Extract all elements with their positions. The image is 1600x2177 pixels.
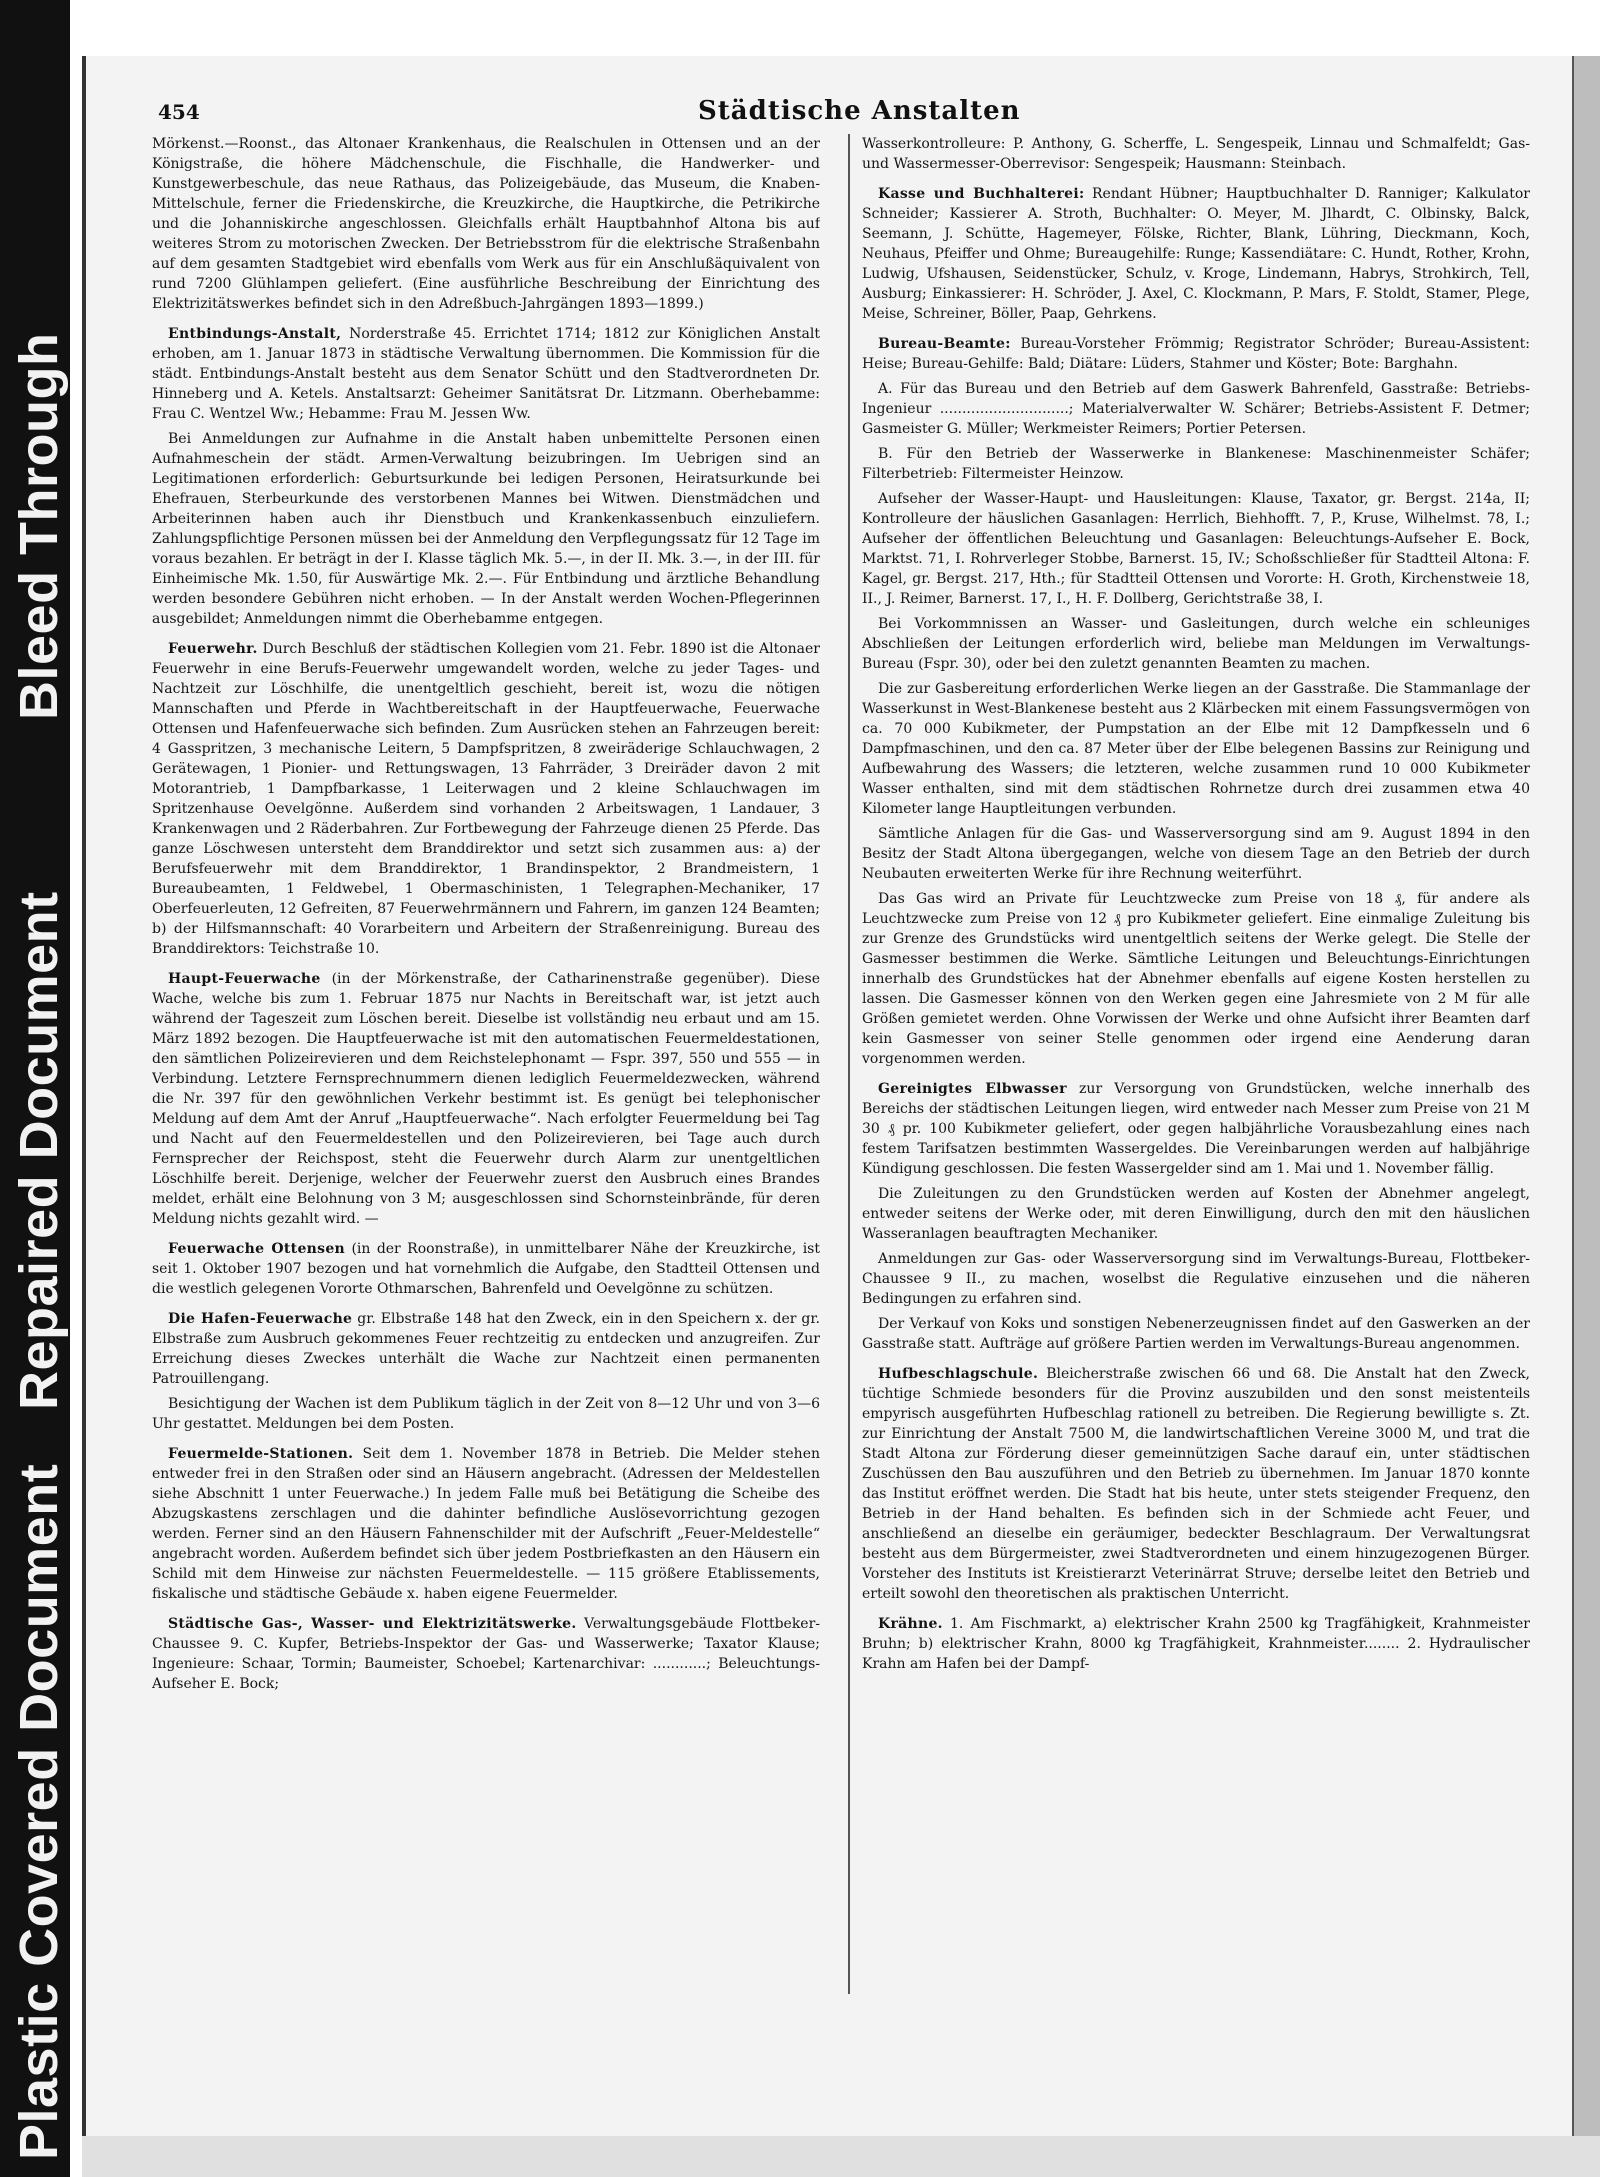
section-heading: Haupt-Feuerwache (168, 971, 321, 987)
paragraph-text: Verwaltungsgebäude Flottbeker-Chaussee 9. C. Kupfer, Betriebs-Inspektor der Gas- und Wasserwerke; Taxator Klause; Ingenieure: Schaar, Tormin; Baumeister, Schoebel; Kartenarchivar: ............; Beleuchtungs-Aufseher E. Bock; (152, 1616, 820, 1692)
section-heading: Städtische Gas-, Wasser- und Elektrizitätswerke. (168, 1616, 577, 1632)
paragraph-text: Die Zuleitungen zu den Grundstücken werden auf Kosten der Abnehmer angelegt, entweder seitens der Werke oder, mit deren Einwilligung, durch den mit den häuslichen Wasseranlagen beauftragten Mechaniker. (862, 1186, 1530, 1242)
section-heading: Die Hafen-Feuerwache (168, 1311, 353, 1327)
paragraph (862, 1364, 1530, 1604)
section-heading: Hufbeschlagschule. (878, 1366, 1039, 1382)
paragraph-text: Aufseher der Wasser-Haupt- und Hausleitungen: Klause, Taxator, gr. Bergst. 214a, II; Kontrolleure der häuslichen Gasanlagen: Herrlich, Biehhofft. 7, P., Kruse, Wilhelmst. 78, I.; Aufseher der öffentlichen Beleuchtung und Gasanlagen: Beleuchtungs-Aufseher E. Bock, Marktst. 71, I. Rohrverleger Stobbe, Barnerst. 15, IV.; Schoßschließer für Stadtteil Altona: F. Kagel, gr. Bergst. 217, Hth.; für Stadtteil Ottensen und Vororte: H. Groth, Kirchenstweie 18, II., J. Reimer, Barnerst. 17, I., H. F. Dollberg, Gerichtstraße 38, I. (862, 491, 1530, 607)
paragraph (152, 1614, 820, 1694)
paragraph-text: Seit dem 1. November 1878 in Betrieb. Die Melder stehen entweder frei in den Straßen oder sind an Häusern angebracht. (Adressen der Meldestellen siehe Abschnitt 1 unter Feuerwache.) In jedem Falle muß bei Betätigung die Scheibe des Abzugskastens zerschlagen und die dahinter befindliche Auslösevorrichtung gezogen werden. Ferner sind an den Häusern Fahnenschilder mit der Aufschrift „Feuer-Meldestelle“ angebracht worden. Außerdem befindet sich über jedem Postbriefkasten an den Häusern ein Schild mit dem Hinweise zur nächsten Feuermeldestelle. — 115 größere Etablissements, fiskalische und städtische Gebäude x. haben eigene Feuermelder. (152, 1446, 820, 1602)
paragraph (862, 334, 1530, 374)
section-heading: Entbindungs-Anstalt, (168, 326, 342, 342)
paragraph (862, 444, 1530, 484)
paragraph (152, 1444, 820, 1604)
paragraph (862, 1314, 1530, 1354)
paragraph-text: Durch Beschluß der städtischen Kollegien vom 21. Febr. 1890 ist die Altonaer Feuerwehr in eine Berufs-Feuerwehr umgewandelt worden, welche zu jeder Tages- und Nachtzeit zur Löschhilfe, die unentgeltlich geschieht, bereit ist, wozu die nötigen Mannschaften und Pferde in Wachtbereitschaft in der Hauptfeuerwache, Feuerwache Ottensen und Hafenfeuerwache sich befinden. Zum Ausrücken stehen an Fahrzeugen bereit: 4 Gasspritzen, 3 mechanische Leitern, 5 Dampfspritzen, 8 zweiräderige Schlauchwagen, 2 Gerätewagen, 1 Pionier- und Rettungswagen, 13 Fahrräder, 3 Dreiräder davon 2 mit Motorantrieb, 1 Dampfbarkasse, 1 Leiterwagen und 2 kleine Schlauchwagen im Spritzenhause Oevelgönne. Außerdem sind vorhanden 2 Arbeitswagen, 1 Landauer, 3 Krankenwagen und 2 Räderbahren. Zur Fortbewegung der Fahrzeuge dienen 25 Pferde. Das ganze Löschwesen untersteht dem Branddirektor und setzt sich zusammen aus: a) der Berufsfeuerwehr mit dem Branddirektor, 1 Brandinspektor, 2 Brandmeistern, 1 Bureaubeamten, 1 Feldwebel, 1 Obermaschinisten, 1 Telegraphen-Mechaniker, 17 Oberfeuerleuten, 12 Gefreiten, 87 Feuerwehrmännern und Fahrern, im ganzen 124 Beamten; b) der Hilfsmannschaft: 40 Vorarbeitern und Arbeitern der Straßenreinigung. Bureau des Branddirektors: Teichstraße 10. (152, 641, 820, 957)
paragraph (862, 824, 1530, 884)
paragraph-text: Rendant Hübner; Hauptbuchhalter D. Ranniger; Kalkulator Schneider; Kassierer A. Stroth, Buchhalter: O. Meyer, M. Jlhardt, C. Olbinsky, Balck, Seemann, J. Schütte, Hagemeyer, Fölske, Richter, Blank, Lühring, Dieckmann, Koch, Neuhaus, Pfeiffer und Ohme; Bureaugehilfe: Runge; Kassendiätare: C. Hundt, Rother, Krohn, Ludwig, Ufshausen, Seidenstücker, Schulz, v. Kroge, Lindemann, Habrys, Strohkirch, Tell, Ausburg; Einkassierer: H. Schröder, J. Axel, C. Klockmann, P. Mars, F. Stoldt, Stamer, Plege, Meise, Schreiner, Böller, Paap, Gehrkens. (862, 186, 1530, 322)
margin-label-bleed-through: Bleed Through (9, 332, 69, 720)
section-heading: Bureau-Beamte: (878, 336, 1011, 352)
paragraph-text: Bleicherstraße zwischen 66 und 68. Die Anstalt hat den Zweck, tüchtige Schmiede besonders für die Provinz auszubilden und den sonst meistenteils empyrisch ausgeführten Hufbeschlag rationell zu betreiben. Die Regierung bewilligte s. Zt. zur Einrichtung der Anstalt 7500 M, die landwirtschaftlichen Vereine 3000 M, und trat die Stadt Altona zur Förderung dieser gemeinnützigen Sache darauf ein, unter städtischen Zuschüssen den Bau auszuführen und den Betrieb zu übernehmen. Im Januar 1870 konnte das Institut eröffnet werden. Die Stadt hat bis heute, unter stets steigender Frequenz, den Betrieb in der Hand behalten. Es befinden sich in der Schmiede acht Feuer, und anschließend an dieselbe ein geräumiger, bedeckter Beschlagraum. Der Verwaltungsrat besteht aus dem Bürgermeister, zwei Stadtverordneten und einem hinzugezogenen Bürger. Vorsteher des Instituts ist Kreistierarzt Veterinärrat Struve; derselbe leitet den Betrieb und erteilt sowohl den theoretischen als praktischen Unterricht. (862, 1366, 1530, 1602)
paragraph-text: Das Gas wird an Private für Leuchtzwecke zum Preise von 18 ₰, für andere als Leuchtzwecke zum Preise von 12 ₰ pro Kubikmeter geliefert. Eine einmalige Zuleitung bis zur Grenze des Grundstücks wird unentgeltlich seitens der Werke gelegt. Die Stelle der Gasmesser bestimmen die Werke. Sämtliche Leitungen und Beleuchtungs-Einrichtungen innerhalb des Grundstückes hat der Abnehmer ebenfalls auf eigene Kosten herstellen zu lassen. Die Gasmesser können von den Werken gegen eine Jahresmiete von 2 M für alle Größen gemietet werden. Ohne Vorwissen der Werke und ohne Aufsicht ihrer Beamten darf kein Gasmesser von seiner Stelle genommen oder irgend eine Aenderung daran vorgenommen werden. (862, 891, 1530, 1067)
paragraph (152, 429, 820, 629)
margin-label-repaired-document: Repaired Document (9, 891, 69, 1410)
paragraph (862, 614, 1530, 674)
page-bottom-shadow (82, 2136, 1600, 2177)
paragraph-text: 1. Am Fischmarkt, a) elektrischer Krahn 2500 kg Tragfähigkeit, Krahnmeister Bruhn; b) elektrischer Krahn, 8000 kg Tragfähigkeit, Krahnmeister........ 2. Hydraulischer Krahn am Hafen bei der Dampf- (862, 1616, 1530, 1672)
paragraph-text: Der Verkauf von Koks und sonstigen Nebenerzeugnissen findet auf den Gaswerken an der Gasstraße statt. Aufträge auf größere Partien werden im Verwaltungs-Bureau angenommen. (862, 1316, 1530, 1352)
section-heading: Feuerwehr. (168, 641, 258, 657)
left-column (152, 134, 820, 2124)
paragraph-text: Sämtliche Anlagen für die Gas- und Wasserversorgung sind am 9. August 1894 in den Besitz der Stadt Altona übergegangen, welche von diesem Tage an den Betrieb der durch Neubauten erweiterten Werke für ihre Rechnung weiterführt. (862, 826, 1530, 882)
paragraph (862, 184, 1530, 324)
page-number: 454 (158, 100, 200, 124)
paragraph-text: gr. Elbstraße 148 hat den Zweck, ein in den Speichern x. der gr. Elbstraße zum Ausbruch gekommenes Feuer rechtzeitig zu entdecken und anzugreifen. Zur Erreichung dieses Zweckes unterhält die Wache zur Nachtzeit einen permanenten Patrouillengang. (152, 1311, 820, 1387)
paragraph-text: Bei Vorkommnissen an Wasser- und Gasleitungen, durch welche ein schleuniges Abschließen der Leitungen erforderlich wird, beliebe man Meldungen im Verwaltungs-Bureau (Fspr. 30), oder bei den zuletzt genannten Beamten zu machen. (862, 616, 1530, 672)
paragraph-text: Bureau-Vorsteher Frömmig; Registrator Schröder; Bureau-Assistent: Heise; Bureau-Gehilfe: Bald; Diätare: Lüders, Stahmer und Köster; Bote: Barghahn. (862, 336, 1530, 372)
paragraph-text: Anmeldungen zur Gas- oder Wasserversorgung sind im Verwaltungs-Bureau, Flottbeker-Chaussee 9 II., zu machen, woselbst die Regulative einzusehen und die näheren Bedingungen zu erfahren sind. (862, 1251, 1530, 1307)
paragraph-text: Besichtigung der Wachen ist dem Publikum täglich in der Zeit von 8—12 Uhr und von 3—6 Uhr gestattet. Meldungen bei dem Posten. (152, 1396, 820, 1432)
paragraph (862, 679, 1530, 819)
paragraph-text: B. Für den Betrieb der Wasserwerke in Blankenese: Maschinenmeister Schäfer; Filterbetrieb: Filtermeister Heinzow. (862, 446, 1530, 482)
section-heading: Krähne. (878, 1616, 943, 1632)
paragraph-text: zur Versorgung von Grundstücken, welche innerhalb des Bereichs der städtischen Leitungen liegen, wird entweder nach Messer zum Preise von 21 M 30 ₰ pr. 100 Kubikmeter geliefert, oder gegen halbjährliche Vorausbezahlung eines nach festem Tarifsatzen bestimmten Wassergeldes. Die Vereinbarungen werden auf halbjährige Kündigung geschlossen. Die festen Wassergelder sind am 1. Mai und 1. November fällig. (862, 1081, 1530, 1177)
paragraph (862, 889, 1530, 1069)
paragraph (862, 489, 1530, 609)
paragraph (152, 1239, 820, 1299)
paragraph (862, 1614, 1530, 1674)
paragraph-text: (in der Mörkenstraße, der Catharinenstraße gegenüber). Diese Wache, welche bis zum 1. Februar 1875 nur Nachts in Bereitschaft war, ist jetzt auch während der Tageszeit zum Löschen bereit. Dieselbe ist vollständig neu erbaut und am 15. März 1892 bezogen. Die Hauptfeuerwache ist mit den automatischen Feuermeldestationen, den sämtlichen Polizeirevieren und dem Reichstelephonamt — Fspr. 397, 550 und 555 — in Verbindung. Letztere Fernsprechnummern dienen lediglich Feuermeldezwecken, während die Nr. 397 für den gewöhnlichen Verkehr bestimmt ist. Es genügt bei telephonischer Meldung auf dem Amt der Anruf „Hauptfeuerwache“. Nach erfolgter Feuermeldung bei Tag und Nacht auf den Feuermeldestellen und den Polizeirevieren, bei Tage auch durch Fernsprecher der Reichspost, steht die Feuerwehr durch Alarm zur unentgeltlichen Löschhilfe bereit. Derjenige, welcher der Feuerwehr zuerst den Ausbruch eines Brandes meldet, erhält eine Belohnung von 3 M; ausgeschlossen sind Schornsteinbrände, für deren Meldung nichts gezahlt wird. — (152, 971, 820, 1227)
paragraph (152, 639, 820, 959)
paragraph (862, 1249, 1530, 1309)
paragraph-text: Bei Anmeldungen zur Aufnahme in die Anstalt haben unbemittelte Personen einen Aufnahmeschein der städt. Armen-Verwaltung beizubringen. Im Uebrigen sind an Legitimationen erforderlich: Geburtsurkunde bei ledigen Personen, Heiratsurkunde bei Ehefrauen, Sterbeurkunde des verstorbenen Mannes bei Witwen. Dienstmädchen und Arbeiterinnen haben auch ihr Dienstbuch und Krankenkassenbuch einzuliefern. Zahlungspflichtige Personen müssen bei der Anmeldung den Verpflegungssatz für 12 Tage im voraus bezahlen. Er beträgt in der I. Klasse täglich Mk. 5.—, in der II. Mk. 3.—, in der III. für Einheimische Mk. 1.50, für Auswärtige Mk. 2.—. Für Entbindung und ärztliche Behandlung werden besondere Gebühren nicht erhoben. — In der Anstalt werden Wochen-Pflegerinnen ausgebildet; Anmeldungen nimmt die Oberhebamme entgegen. (152, 431, 820, 627)
paragraph (862, 134, 1530, 174)
paragraph-text: Die zur Gasbereitung erforderlichen Werke liegen an der Gasstraße. Die Stammanlage der Wasserkunst in West-Blankenese besteht aus 2 Klärbecken mit einem Fassungsvermögen von ca. 70 000 Kubikmeter, der Pumpstation an der Elbe mit 12 Dampfkesseln und 6 Dampfmaschinen, und den ca. 87 Meter über der Elbe belegenen Bassins zur Reinigung und Aufbewahrung des Wassers; die letzteren, welche zusammen rund 10 000 Kubikmeter Wasser enthalten, sind mit dem städtischen Rohrnetze durch drei zusammen etwa 40 Kilometer lange Hauptleitungen verbunden. (862, 681, 1530, 817)
column-divider (848, 134, 850, 1994)
running-head: Städtische Anstalten (698, 96, 1021, 126)
paragraph (152, 1309, 820, 1389)
right-column (862, 134, 1530, 2124)
paragraph-text: Wasserkontrolleure: P. Anthony, G. Scherffe, L. Sengespeik, Linnau und Schmalfeldt; Gas- und Wassermesser-Oberrevisor: Sengespeik; Hausmann: Steinbach. (862, 136, 1530, 172)
paragraph-text: (in der Roonstraße), in unmittelbarer Nähe der Kreuzkirche, ist seit 1. Oktober 1907 bezogen und hat vornehmlich die Aufgabe, den Stadtteil Ottensen und die westlich gelegenen Vororte Othmarschen, Bahrenfeld und Oevelgönne zu schützen. (152, 1241, 820, 1297)
margin-labels (0, 0, 70, 2177)
paragraph (152, 324, 820, 424)
paragraph (862, 379, 1530, 439)
paragraph-text: Mörkenst.—Roonst., das Altonaer Krankenhaus, die Realschulen in Ottensen und an der Königstraße, die höhere Mädchenschule, die Fischhalle, die Handwerker- und Kunstgewerbeschule, das neue Rathaus, das Polizeigebäude, das Museum, die Knaben-Mittelschule, ferner die Friedenskirche, die Kreuzkirche, die Hauptkirche, die Petrikirche und die Johanniskirche angeschlossen. Gleichfalls erhält Hauptbahnhof Altona bis auf weiteres Strom zu motorischen Zwecken. Der Betriebsstrom für die elektrische Straßenbahn auf dem gesamten Stadtgebiet wird ebenfalls vom Werk aus für ein Anschlußäquivalent von rund 7200 Glühlampen geliefert. (Eine ausführliche Beschreibung der Einrichtung des Elektrizitätswerkes befindet sich in den Adreßbuch-Jahrgängen 1893—1899.) (152, 136, 820, 312)
section-heading: Kasse und Buchhalterei: (878, 186, 1085, 202)
paragraph (152, 1394, 820, 1434)
paragraph (152, 969, 820, 1229)
page-edge (1572, 56, 1600, 2177)
paragraph-text: A. Für das Bureau und den Betrieb auf dem Gaswerk Bahrenfeld, Gasstraße: Betriebs-Ingenieur .............................; Materialverwalter W. Schärer; Betriebs-Assistent F. Detmer; Gasmeister G. Müller; Werkmeister Reimers; Portier Petersen. (862, 381, 1530, 437)
section-heading: Feuermelde-Stationen. (168, 1446, 354, 1462)
margin-label-plastic-covered-document: Plastic Covered Document (9, 1463, 69, 2160)
paragraph (152, 134, 820, 314)
paragraph (862, 1184, 1530, 1244)
section-heading: Feuerwache Ottensen (168, 1241, 346, 1257)
section-heading: Gereinigtes Elbwasser (878, 1081, 1067, 1097)
paragraph-text: Norderstraße 45. Errichtet 1714; 1812 zur Königlichen Anstalt erhoben, am 1. Januar 1873 in städtische Verwaltung übernommen. Die Kommission für die städt. Entbindungs-Anstalt besteht aus dem Senator Schütt und den Stadtverordneten Dr. Hinneberg und A. Ketels. Anstaltsarzt: Geheimer Sanitätsrat Dr. Litzmann. Oberhebamme: Frau C. Wentzel Ww.; Hebamme: Frau M. Jessen Ww. (152, 326, 820, 422)
page-header (158, 96, 1468, 134)
paragraph (862, 1079, 1530, 1179)
